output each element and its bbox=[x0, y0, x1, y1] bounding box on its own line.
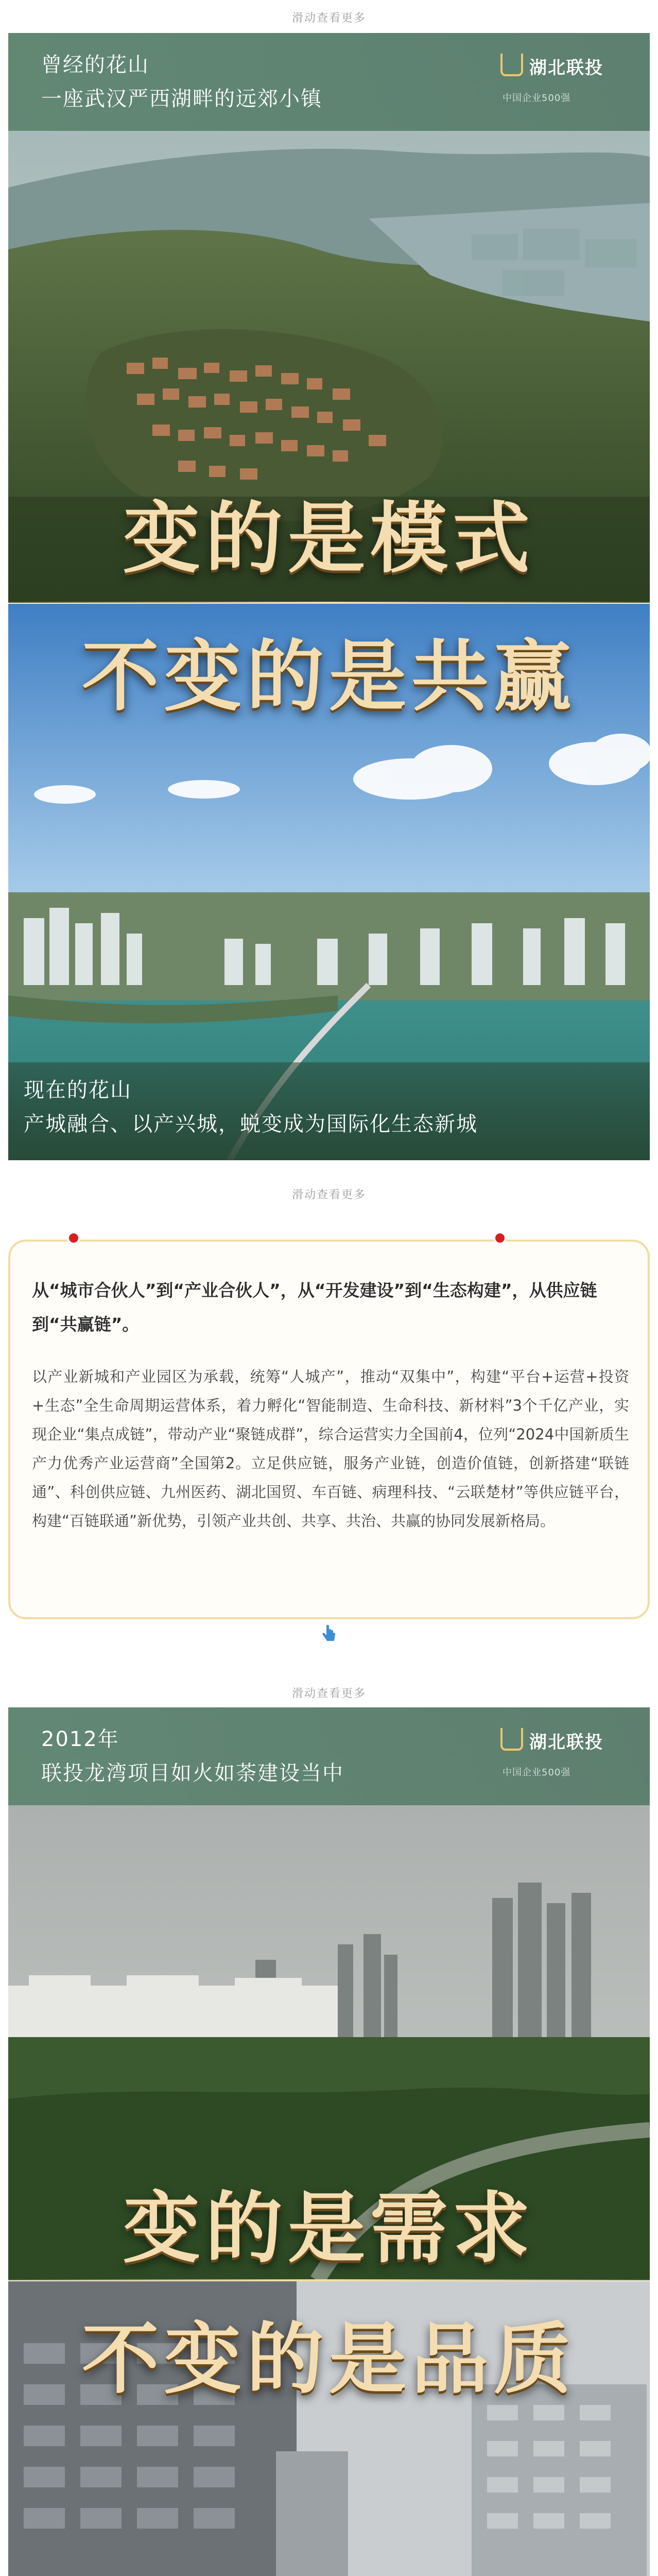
caption-bar bbox=[8, 33, 650, 131]
caption-past-title: 曾经的花山 bbox=[41, 53, 149, 77]
caption-past-subtitle: 一座武汉严西湖畔的远郊小镇 bbox=[41, 87, 322, 111]
scroll-hint-lower: 滑动查看更多 bbox=[291, 1687, 366, 1700]
caption-2012-year: 2012年 bbox=[41, 1727, 119, 1751]
card-body-text: 以产业新城和产业园区为承载，统筹“人城产”，推动“双集中”，构建“平台+运营+投资+生态”全生命周期运营体系，着力孵化“智能制造、生命科技、新材料”3个千亿产业，实现企业“集点成链”，带动产业“聚链成群”，综合运营实力全国前4，位列“2024中国新质生产力优秀产业运营商”全国第2。立足供应链，服务产业链，创造价值链，创新搭建“联链通”、科创供应链、九州医药、湖北国贸、车百链、病理科技、“云联楚材”等供应链平台，构建“百链联通”新优势，引领产业共创、共享、共治、共赢的协同发展新格局。 bbox=[32, 1368, 629, 1530]
photo-panel-now bbox=[8, 2281, 650, 2576]
pin-icon bbox=[67, 1231, 80, 1245]
brand-logo-icon bbox=[500, 54, 523, 76]
brand-tagline: 中国企业500强 bbox=[503, 93, 571, 104]
slogan-change-demand: 变的是需求 bbox=[123, 2183, 535, 2274]
scroll-hint-middle: 滑动查看更多 bbox=[291, 1189, 366, 1201]
slogan-unchanged-win-win: 不变的是共赢 bbox=[81, 631, 576, 722]
scroll-hint-top: 滑动查看更多 bbox=[291, 12, 366, 25]
photo-panel-2012 bbox=[8, 1707, 650, 2280]
caption-bar bbox=[8, 1707, 650, 1805]
slogan-change-mode: 变的是模式 bbox=[123, 493, 535, 584]
photo-panel-past bbox=[8, 33, 650, 603]
pin-icon bbox=[493, 1231, 507, 1245]
tap-hand-icon[interactable] bbox=[320, 1624, 338, 1645]
brand-logo-icon bbox=[500, 1728, 523, 1751]
card-lead-text: 从“城市合伙人”到“产业合伙人”，从“开发建设”到“生态构建”，从供应链到“共赢链”。 bbox=[32, 1280, 597, 1334]
info-card bbox=[8, 1240, 650, 1619]
caption-2012-subtitle: 联投龙湾项目如火如荼建设当中 bbox=[41, 1761, 344, 1785]
brand-name: 湖北联投 bbox=[529, 58, 603, 78]
brand-tagline: 中国企业500强 bbox=[503, 1767, 571, 1778]
caption-present-subtitle: 产城融合、以产兴城，蜕变成为国际化生态新城 bbox=[24, 1112, 478, 1136]
caption-present-title: 现在的花山 bbox=[24, 1078, 132, 1102]
slogan-unchanged-quality: 不变的是品质 bbox=[81, 2314, 576, 2404]
brand-name: 湖北联投 bbox=[529, 1732, 603, 1753]
photo-panel-present bbox=[8, 604, 650, 1160]
